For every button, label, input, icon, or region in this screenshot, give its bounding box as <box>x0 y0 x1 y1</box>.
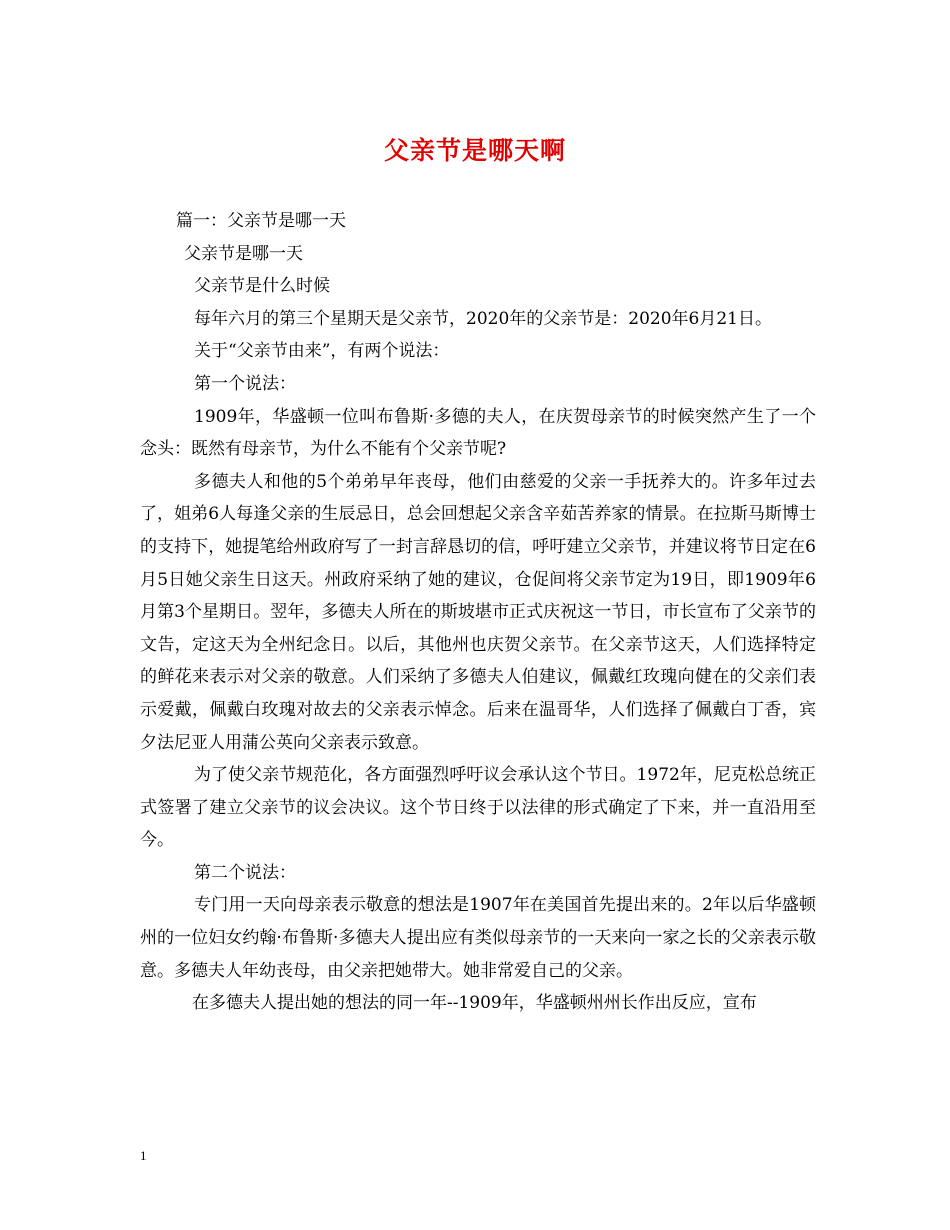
paragraph-origin-intro: 关于“父亲节由来”，有两个说法： <box>194 341 450 362</box>
paragraph-second-theory-label: 第二个说法： <box>194 862 296 883</box>
paragraph-question: 父亲节是什么时候 <box>194 276 330 297</box>
document-title: 父亲节是哪天啊 <box>383 136 566 165</box>
paragraph-governor-response: 在多德夫人提出她的想法的同一年--1909年，华盛顿州州长作出反应，宣布 <box>192 993 757 1014</box>
paragraph-first-theory-label: 第一个说法： <box>194 373 296 394</box>
paragraph-section-heading: 篇一：父亲节是哪一天 <box>176 211 346 231</box>
paragraph-second-theory: 专门用一天向母亲表示敬意的想法是1907年在美国首先提出来的。2年以后华盛顿州的一位妇女约翰·布鲁斯·多德夫人提出应有类似母亲节的一天来向一家之长的父亲表示敬意。多德夫人年幼丧母，由父亲把她带大。她非常爱自己的父亲。 <box>140 895 816 981</box>
paragraph-standardization: 为了使父亲节规范化，各方面强烈呼吁议会承认这个节日。1972年，尼克松总统正式签署了建立父亲节的议会决议。这个节日终于以法律的形式确定了下来，并一直沿用至今。 <box>140 765 816 851</box>
paragraph-first-theory: 1909年，华盛顿一位叫布鲁斯·多德的夫人，在庆贺母亲节的时候突然产生了一个念头：既然有母亲节，为什么不能有个父亲节呢? <box>140 406 816 460</box>
paragraph-dodd-story: 多德夫人和他的5个弟弟早年丧母，他们由慈爱的父亲一手抚养大的。许多年过去了，姐弟6人每逢父亲的生辰忌日，总会回想起父亲含辛茹苦养家的情景。在拉斯马斯博士的支持下，她提笔给州政府写了一封言辞恳切的信，呼吁建立父亲节，并建议将节日定在6月5日她父亲生日这天。州政府采纳了她的建议，仓促间将父亲节定为19日，即1909年6月第3个星期日。翌年，多德夫人所在的斯坡堪市正式庆祝这一节日，市长宣布了父亲节的文告，定这天为全州纪念日。以后，其他州也庆贺父亲节。在父亲节这天，人们选择特定的鲜花来表示对父亲的敬意。人们采纳了多德夫人伯建议，佩戴红玫瑰向健在的父亲们表示爱戴，佩戴白玫瑰对故去的父亲表示悼念。后来在温哥华，人们选择了佩戴白丁香，宾夕法尼亚人用蒲公英向父亲表示致意。 <box>140 471 816 753</box>
document-body <box>140 205 816 1020</box>
paragraph-subheading: 父亲节是哪一天 <box>184 243 303 264</box>
page-number: 1 <box>140 1148 147 1163</box>
paragraph-date: 每年六月的第三个星期天是父亲节，2020年的父亲节是：2020年6月21日。 <box>194 308 772 329</box>
